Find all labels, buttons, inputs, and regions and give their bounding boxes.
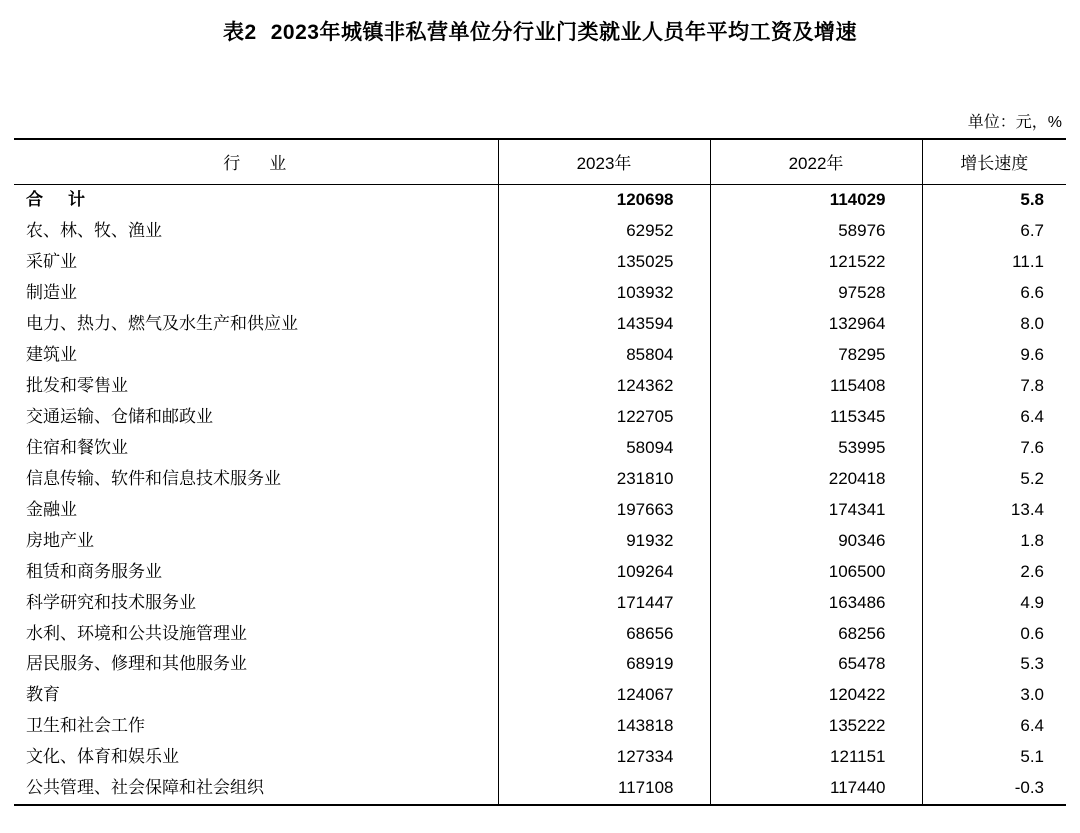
cell-industry: 住宿和餐饮业 (26, 437, 128, 457)
cell-2022: 120422 (710, 680, 922, 711)
table-row (14, 588, 1066, 619)
cell-2023: 103932 (498, 278, 710, 309)
table-title-text: 2023年城镇非私营单位分行业门类就业人员年平均工资及增速 (270, 21, 857, 44)
cell-2023: 171447 (498, 588, 710, 619)
cell-2022: 53995 (710, 433, 922, 464)
cell-2023: 124067 (498, 680, 710, 711)
table-body (14, 185, 1066, 805)
table-row (14, 278, 1066, 309)
cell-growth: 4.9 (922, 588, 1066, 619)
table-row (14, 309, 1066, 340)
cell-2022: 117440 (710, 773, 922, 805)
cell-growth: 7.6 (922, 433, 1066, 464)
cell-2022: 90346 (710, 526, 922, 557)
cell-2023: 143818 (498, 711, 710, 742)
cell-growth: 1.8 (922, 526, 1066, 557)
cell-2022: 114029 (710, 185, 922, 216)
cell-industry: 水利、环境和公共设施管理业 (26, 623, 247, 643)
page-title (14, 18, 1066, 47)
table-number: 表2 (223, 21, 257, 44)
cell-2023: 68656 (498, 619, 710, 650)
cell-2023: 143594 (498, 309, 710, 340)
cell-industry: 科学研究和技术服务业 (26, 592, 196, 612)
cell-growth: 5.1 (922, 742, 1066, 773)
cell-industry: 交通运输、仓储和邮政业 (26, 406, 213, 426)
cell-2023: 62952 (498, 216, 710, 247)
cell-growth: 5.8 (922, 185, 1066, 216)
cell-2022: 58976 (710, 216, 922, 247)
cell-2023: 68919 (498, 649, 710, 680)
cell-industry: 合 计 (26, 190, 89, 210)
cell-2022: 163486 (710, 588, 922, 619)
table-row (14, 216, 1066, 247)
cell-industry: 农、林、牧、渔业 (26, 221, 162, 241)
cell-growth: 5.2 (922, 464, 1066, 495)
cell-2023: 120698 (498, 185, 710, 216)
table-row (14, 433, 1066, 464)
cell-industry: 信息传输、软件和信息技术服务业 (26, 468, 281, 488)
table-row (14, 371, 1066, 402)
cell-industry: 居民服务、修理和其他服务业 (26, 654, 247, 674)
table-row (14, 711, 1066, 742)
cell-2023: 58094 (498, 433, 710, 464)
table-row (14, 495, 1066, 526)
cell-2023: 109264 (498, 557, 710, 588)
cell-growth: 3.0 (922, 680, 1066, 711)
cell-industry: 采矿业 (26, 252, 77, 272)
cell-industry: 电力、热力、燃气及水生产和供应业 (26, 314, 298, 334)
cell-2023: 135025 (498, 247, 710, 278)
cell-2023: 127334 (498, 742, 710, 773)
cell-growth: 0.6 (922, 619, 1066, 650)
cell-growth: 11.1 (922, 247, 1066, 278)
unit-note: 单位：元，% (967, 114, 1062, 132)
cell-industry: 文化、体育和娱乐业 (26, 747, 179, 767)
cell-2023: 197663 (498, 495, 710, 526)
cell-2022: 97528 (710, 278, 922, 309)
cell-growth: 7.8 (922, 371, 1066, 402)
cell-growth: 6.4 (922, 711, 1066, 742)
table-header-row (14, 139, 1066, 185)
cell-industry: 建筑业 (26, 345, 77, 365)
cell-industry: 租赁和商务服务业 (26, 561, 162, 581)
table-row (14, 340, 1066, 371)
cell-2023: 231810 (498, 464, 710, 495)
cell-industry: 批发和零售业 (26, 376, 128, 396)
cell-growth: 6.6 (922, 278, 1066, 309)
cell-2023: 124362 (498, 371, 710, 402)
cell-2022: 220418 (710, 464, 922, 495)
cell-2022: 121522 (710, 247, 922, 278)
column-header-industry: 行 业 (14, 139, 498, 185)
table-row (14, 464, 1066, 495)
column-header-2023: 2023年 (498, 139, 710, 185)
document-page (0, 18, 1080, 833)
wage-table (14, 138, 1066, 806)
cell-2023: 117108 (498, 773, 710, 805)
table-row (14, 526, 1066, 557)
cell-2022: 68256 (710, 619, 922, 650)
cell-2022: 106500 (710, 557, 922, 588)
cell-2022: 65478 (710, 649, 922, 680)
cell-2022: 115408 (710, 371, 922, 402)
cell-industry: 教育 (26, 685, 60, 705)
table-row (14, 402, 1066, 433)
cell-2023: 122705 (498, 402, 710, 433)
cell-2023: 91932 (498, 526, 710, 557)
table-row (14, 185, 1066, 216)
table-row (14, 619, 1066, 650)
cell-industry: 公共管理、社会保障和社会组织 (14, 773, 498, 805)
table-row (14, 773, 1066, 805)
table-row (14, 742, 1066, 773)
cell-industry: 制造业 (26, 283, 77, 303)
cell-industry: 金融业 (26, 499, 77, 519)
cell-growth: -0.3 (922, 773, 1066, 805)
cell-growth: 6.4 (922, 402, 1066, 433)
cell-2022: 115345 (710, 402, 922, 433)
cell-2022: 174341 (710, 495, 922, 526)
cell-2022: 121151 (710, 742, 922, 773)
cell-2022: 135222 (710, 711, 922, 742)
cell-2022: 78295 (710, 340, 922, 371)
table-row (14, 247, 1066, 278)
cell-growth: 5.3 (922, 649, 1066, 680)
table-header (14, 139, 1066, 185)
cell-2022: 132964 (710, 309, 922, 340)
cell-growth: 13.4 (922, 495, 1066, 526)
cell-growth: 2.6 (922, 557, 1066, 588)
cell-growth: 8.0 (922, 309, 1066, 340)
cell-industry: 房地产业 (26, 530, 94, 550)
column-header-growth: 增长速度 (922, 139, 1066, 185)
table-row (14, 680, 1066, 711)
table-row (14, 557, 1066, 588)
column-header-2022: 2022年 (710, 139, 922, 185)
table-row (14, 649, 1066, 680)
cell-growth: 9.6 (922, 340, 1066, 371)
cell-growth: 6.7 (922, 216, 1066, 247)
cell-2023: 85804 (498, 340, 710, 371)
cell-industry: 卫生和社会工作 (26, 716, 145, 736)
